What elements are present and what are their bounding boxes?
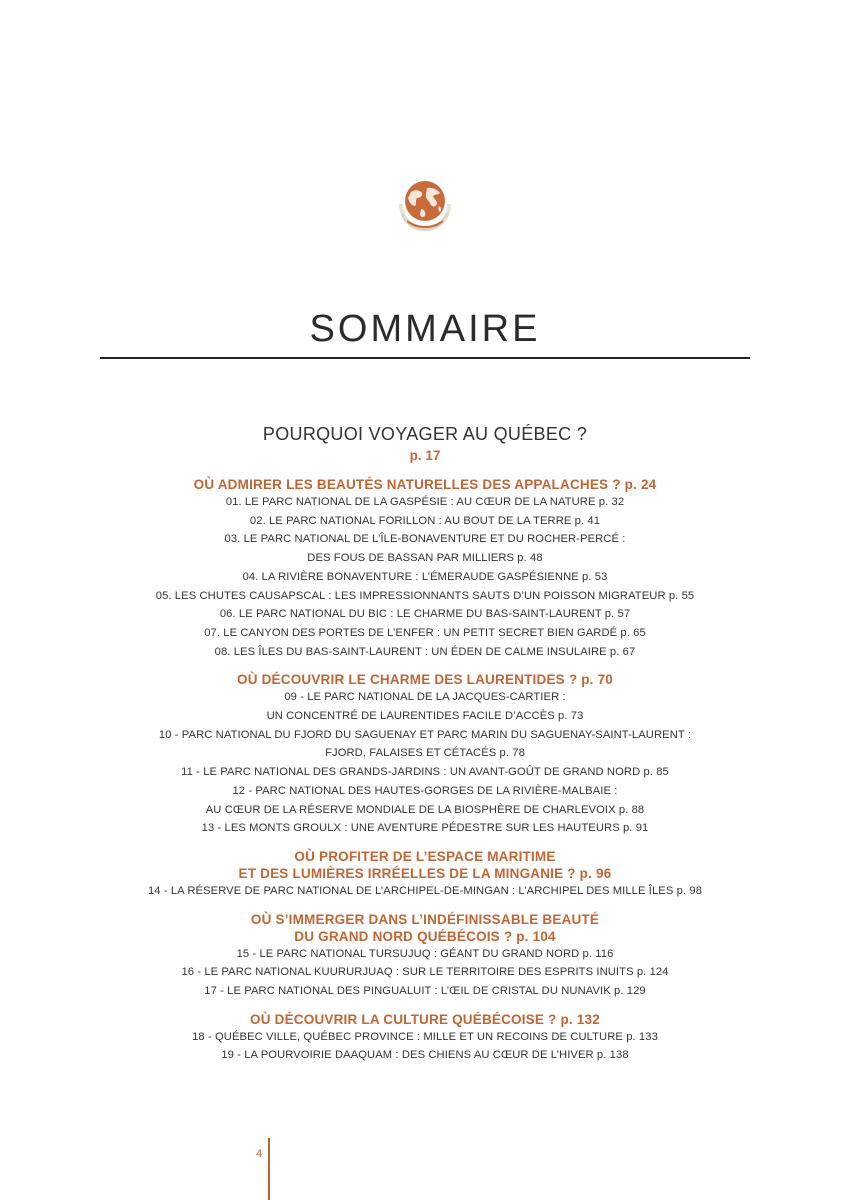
toc-entry-line: 18 - QUÉBEC VILLE, QUÉBEC PROVINCE : MILLE ET UN RECOINS DE CULTURE p. 133 — [192, 1030, 658, 1043]
toc-entry — [0, 963, 850, 982]
intro-page: p. 17 — [409, 448, 441, 463]
toc-entry-line: 05. LES CHUTES CAUSAPSCAL : LES IMPRESSIONNANTS SAUTS D’UN POISSON MIGRATEUR p. 55 — [155, 589, 695, 602]
toc-entry-line: FJORD, FALAISES ET CÉTACÉS p. 78 — [325, 747, 525, 760]
page-title: SOMMAIRE — [309, 308, 541, 351]
toc-entry — [0, 512, 850, 531]
toc-entry-line: 12 - PARC NATIONAL DES HAUTES-GORGES DE LA RIVIÈRE-MALBAIE : — [232, 784, 618, 797]
section-heading — [0, 848, 850, 882]
toc-entry — [0, 688, 850, 725]
toc-entry — [0, 605, 850, 624]
toc-section — [0, 476, 850, 661]
footer-rule — [268, 1138, 270, 1200]
toc-entry-line: 11 - LE PARC NATIONAL DES GRANDS-JARDINS : UN AVANT-GOÛT DE GRAND NORD p. 85 — [181, 766, 669, 779]
toc-entry-line: 19 - LA POURVOIRIE DAAQUAM : DES CHIENS AU CŒUR DE L’HIVER p. 138 — [221, 1049, 629, 1062]
section-heading — [0, 476, 850, 493]
toc-entry — [0, 819, 850, 838]
toc-entry — [0, 587, 850, 606]
toc-entry-line: 01. LE PARC NATIONAL DE LA GASPÉSIE : AU CŒUR DE LA NATURE p. 32 — [225, 496, 625, 508]
toc-entry — [0, 882, 850, 901]
toc-entry — [0, 782, 850, 819]
toc-section — [0, 911, 850, 1001]
toc-entry — [0, 493, 850, 512]
toc-entry-line: AU CŒUR DE LA RÉSERVE MONDIALE DE LA BIOSPHÈRE DE CHARLEVOIX p. 88 — [205, 803, 645, 816]
toc-entry — [0, 530, 850, 567]
toc-entry — [0, 763, 850, 782]
section-heading-line: DU GRAND NORD QUÉBÉCOIS ? p. 104 — [294, 928, 556, 944]
toc-entry — [0, 945, 850, 964]
globe-icon — [393, 176, 457, 234]
section-heading-line: OÙ S’IMMERGER DANS L’INDÉFINISSABLE BEAUTÉ — [250, 911, 600, 927]
section-heading — [0, 671, 850, 688]
intro-title: POURQUOI VOYAGER AU QUÉBEC ? — [262, 424, 588, 444]
title-rule — [100, 357, 750, 359]
page-number: 4 — [256, 1148, 263, 1160]
section-heading — [0, 911, 850, 945]
toc-entry — [0, 1046, 850, 1065]
toc-entry — [0, 982, 850, 1001]
section-heading-line: OÙ DÉCOUVRIR LE CHARME DES LAURENTIDES ? p. 70 — [237, 672, 613, 688]
toc-entry-line: 15 - LE PARC NATIONAL TURSUJUQ : GÉANT DU GRAND NORD p. 116 — [236, 947, 614, 960]
section-heading-line: OÙ ADMIRER LES BEAUTÉS NATURELLES DES APPALACHES ? p. 24 — [193, 477, 657, 492]
toc-entry — [0, 643, 850, 662]
table-of-contents — [0, 422, 850, 1075]
toc-entry-line: 07. LE CANYON DES PORTES DE L’ENFER : UN PETIT SECRET BIEN GARDÉ p. 65 — [204, 626, 646, 639]
toc-entry-line: 02. LE PARC NATIONAL FORILLON : AU BOUT DE LA TERRE p. 41 — [249, 514, 601, 527]
section-heading — [0, 1011, 850, 1028]
toc-entry-line: 03. LE PARC NATIONAL DE L’ÎLE-BONAVENTURE ET DU ROCHER-PERCÉ : — [224, 533, 626, 546]
toc-entry-line: 10 - PARC NATIONAL DU FJORD DU SAGUENAY ET PARC MARIN DU SAGUENAY-SAINT-LAURENT : — [158, 728, 692, 741]
toc-entry-line: 06. LE PARC NATIONAL DU BIC : LE CHARME DU BAS-SAINT-LAURENT p. 57 — [219, 608, 631, 621]
toc-entry-line: DES FOUS DE BASSAN PAR MILLIERS p. 48 — [307, 552, 543, 565]
section-heading-line: OÙ PROFITER DE L’ESPACE MARITIME — [294, 848, 556, 864]
toc-entry — [0, 568, 850, 587]
toc-section — [0, 848, 850, 901]
toc-section — [0, 1011, 850, 1065]
toc-entry-line: 14 - LA RÉSERVE DE PARC NATIONAL DE L’ARCHIPEL-DE-MINGAN : L’ARCHIPEL DES MILLE ÎLES p. 98 — [147, 884, 703, 897]
toc-entry — [0, 624, 850, 643]
section-heading-line: ET DES LUMIÈRES IRRÉELLES DE LA MINGANIE ? p. 96 — [238, 865, 612, 881]
toc-entry-line: 08. LES ÎLES DU BAS-SAINT-LAURENT : UN ÉDEN DE CALME INSULAIRE p. 67 — [214, 645, 636, 658]
section-heading-line: OÙ DÉCOUVRIR LA CULTURE QUÉBÉCOISE ? p. 132 — [250, 1011, 600, 1027]
toc-entry-line: 04. LA RIVIÈRE BONAVENTURE : L’ÉMERAUDE GASPÉSIENNE p. 53 — [242, 570, 608, 583]
toc-section — [0, 671, 850, 838]
toc-entry-line: 09 - LE PARC NATIONAL DE LA JACQUES-CARTIER : — [284, 691, 566, 704]
toc-entry — [0, 726, 850, 763]
toc-entry — [0, 1028, 850, 1047]
toc-entry-line: 17 - LE PARC NATIONAL DES PINGUALUIT : L’ŒIL DE CRISTAL DU NUNAVIK p. 129 — [204, 985, 646, 998]
toc-entry-line: 16 - LE PARC NATIONAL KUURURJUAQ : SUR LE TERRITOIRE DES ESPRITS INUITS p. 124 — [181, 966, 669, 979]
toc-entry-line: 13 - LES MONTS GROULX : UNE AVENTURE PÉDESTRE SUR LES HAUTEURS p. 91 — [201, 822, 649, 835]
toc-entry-line: UN CONCENTRÉ DE LAURENTIDES FACILE D’ACCÈS p. 73 — [266, 710, 584, 723]
